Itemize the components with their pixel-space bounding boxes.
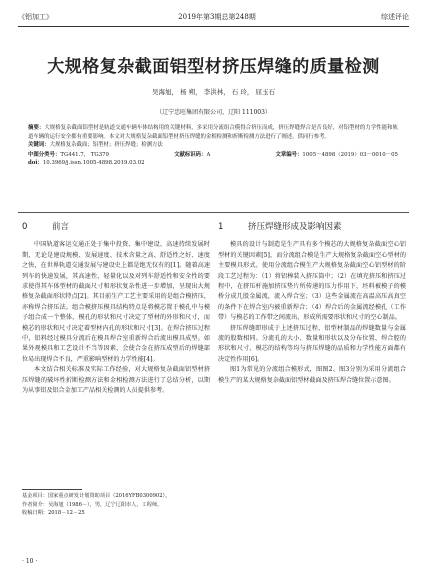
article-number: 文章编号：1005－4898（2019）03－0010－05 (275, 151, 398, 158)
right-column (218, 222, 406, 386)
fund-note: 基金项目：国家重点研发计划资助项目（2016YFB0300902）。 (22, 493, 171, 499)
clc-code: 中图分类号：TG441.7， TG379 (28, 151, 109, 158)
issue-info: 2019年第3期总第248期 (178, 13, 256, 21)
left-column (22, 222, 210, 397)
section1-paragraph: 挤压焊缝即形成于上述挤压过程，铝型材制品的焊缝数量与金属流的股数相同。分流孔的大小、数量和形状以及分布位置、焊合腔的形状和尺寸、模芯的结构等均与挤压焊缝的品质和力学性能方面都有决定性作用[6]。 (218, 324, 406, 363)
page-number: · 10 · (22, 558, 38, 565)
keywords (28, 141, 398, 150)
running-header (18, 10, 409, 24)
keywords-label: 关键词： (28, 142, 50, 149)
intro-paragraph: 中国轨道客运交通正处于集中投资、集中建设、高速持续发展时期，无论是建设规模、发展速度、技术含量之高、舒适性之好、速度之快，在世界轨道交通发展与建设史上都是绝无仅有的[1]。随着高速列车的快速发展，其高速性、轻量化以及对列车舒适性和安全性的要求使得其车体型材的截面尺寸和形状复杂性进一步增加，呈现出大规格复杂截面形状特点[2]。其目前生产工艺主要采用的是组合模挤压，亦称焊合挤压法。组合模挤压模具结构特点是将模芯置于模孔中与模子组合成一个整体，模孔的形状和尺寸决定了型材的外形和尺寸，而模芯的形状和尺寸决定着型材内孔的形状和尺寸[3]。在焊合挤压过程中，铝料经过模具分流后在模具焊合室重新焊合后流出模具成型。如果外观模具和工艺设计不当等因素，会使合金在挤压成型后的焊缝部位易出现焊合不良，严重影响型材的力学性能[4]。 (22, 241, 210, 363)
section-name: 综述评论 (380, 13, 409, 21)
section1-paragraph: 模具的设计与制造是生产具有多个模芯的大规格复杂截面空心铝型材的关键因素[5]，而分流组合模是生产大规格复杂截面空心型材的主要模具形式。使用分流组合模生产大规格复杂截面空心铝型材的阶段工艺过程为：（1）将铝棒装入挤压筒中；（2）在填充挤压和挤压过程中，在挤压杆施加挤压垫片所传递的压力作用下，坯料被模子的模桥分成几股金属流，流入焊合室；（3）这些金属流在高温高压高真空的条件下在焊合室内被重新焊合；（4）焊合后的金属流经模孔（工作带）与模芯的工作带之间流出，形成所需要形状和尺寸的空心制品。 (218, 241, 406, 322)
footnote-rule (22, 489, 82, 490)
classification-row (28, 151, 398, 160)
received-date: 收稿日期：2018－12－25 (22, 510, 85, 517)
abstract-label: 摘要： (28, 125, 45, 131)
section-heading-intro: 0 前言 (22, 222, 70, 232)
abstract-text: 大规格复杂截面铝型材是轨道交通车辆车体结构用的关键材料，多采用分流组合模得合挤压而成，挤压焊缝焊合是否良好，对铝型材的力学性能和轨道车辆的运行安全都有重要影响。本文对大规格复杂截面铝型材挤压焊缝的金相检测和折断检测方法进行了阐述，供同行参考。 (28, 125, 398, 140)
abstract-block (28, 124, 398, 168)
intro-paragraph: 本文结合相关标准及实际工作经验，对大规格复杂截面铝型材挤压焊缝的破坏性折断检测方法和金相检测方法进行了总结分析，以期为从事铝及铝合金加工产品相关检测的人员提供参考。 (22, 366, 210, 395)
document-code: 文献标识码：A (174, 151, 211, 158)
doi: doi：10.3969/j.issn.1005-4898.2019.03.02 (28, 160, 145, 167)
author-note: 作者简介：吴海旭（1986－），男，辽宁辽阳市人，工程师。 (22, 501, 163, 508)
keywords-text: 大规格复杂截面；铝型材；挤压焊缝；检测方法 (49, 142, 163, 149)
journal-name: 《铝加工》 (18, 13, 53, 21)
footnote (22, 492, 212, 518)
header-rule (18, 26, 409, 27)
doi-link[interactable]: 10.3969/j.issn.1005-4898.2019.03.02 (42, 160, 145, 167)
section1-paragraph: 图1为常见的分流组合模形式，图图2、图3分别为采用分流组合模生产的某大规格复杂截面铝型材截面及挤压焊合缝位置示意图。 (218, 366, 406, 384)
abstract-rule (18, 212, 409, 213)
section-heading-1: 1 挤压焊缝形成及影响因素 (218, 222, 342, 232)
author-list: 吴海旭， 杨 朔， 李洪林， 石 玲， 屈玉石 (152, 88, 275, 96)
paper-title: 大规格复杂截面铝型材挤压焊缝的质量检测 (47, 57, 380, 77)
affiliation: （辽宁忠旺集团有限公司，辽阳 111003） (156, 109, 271, 116)
abstract (28, 124, 398, 141)
